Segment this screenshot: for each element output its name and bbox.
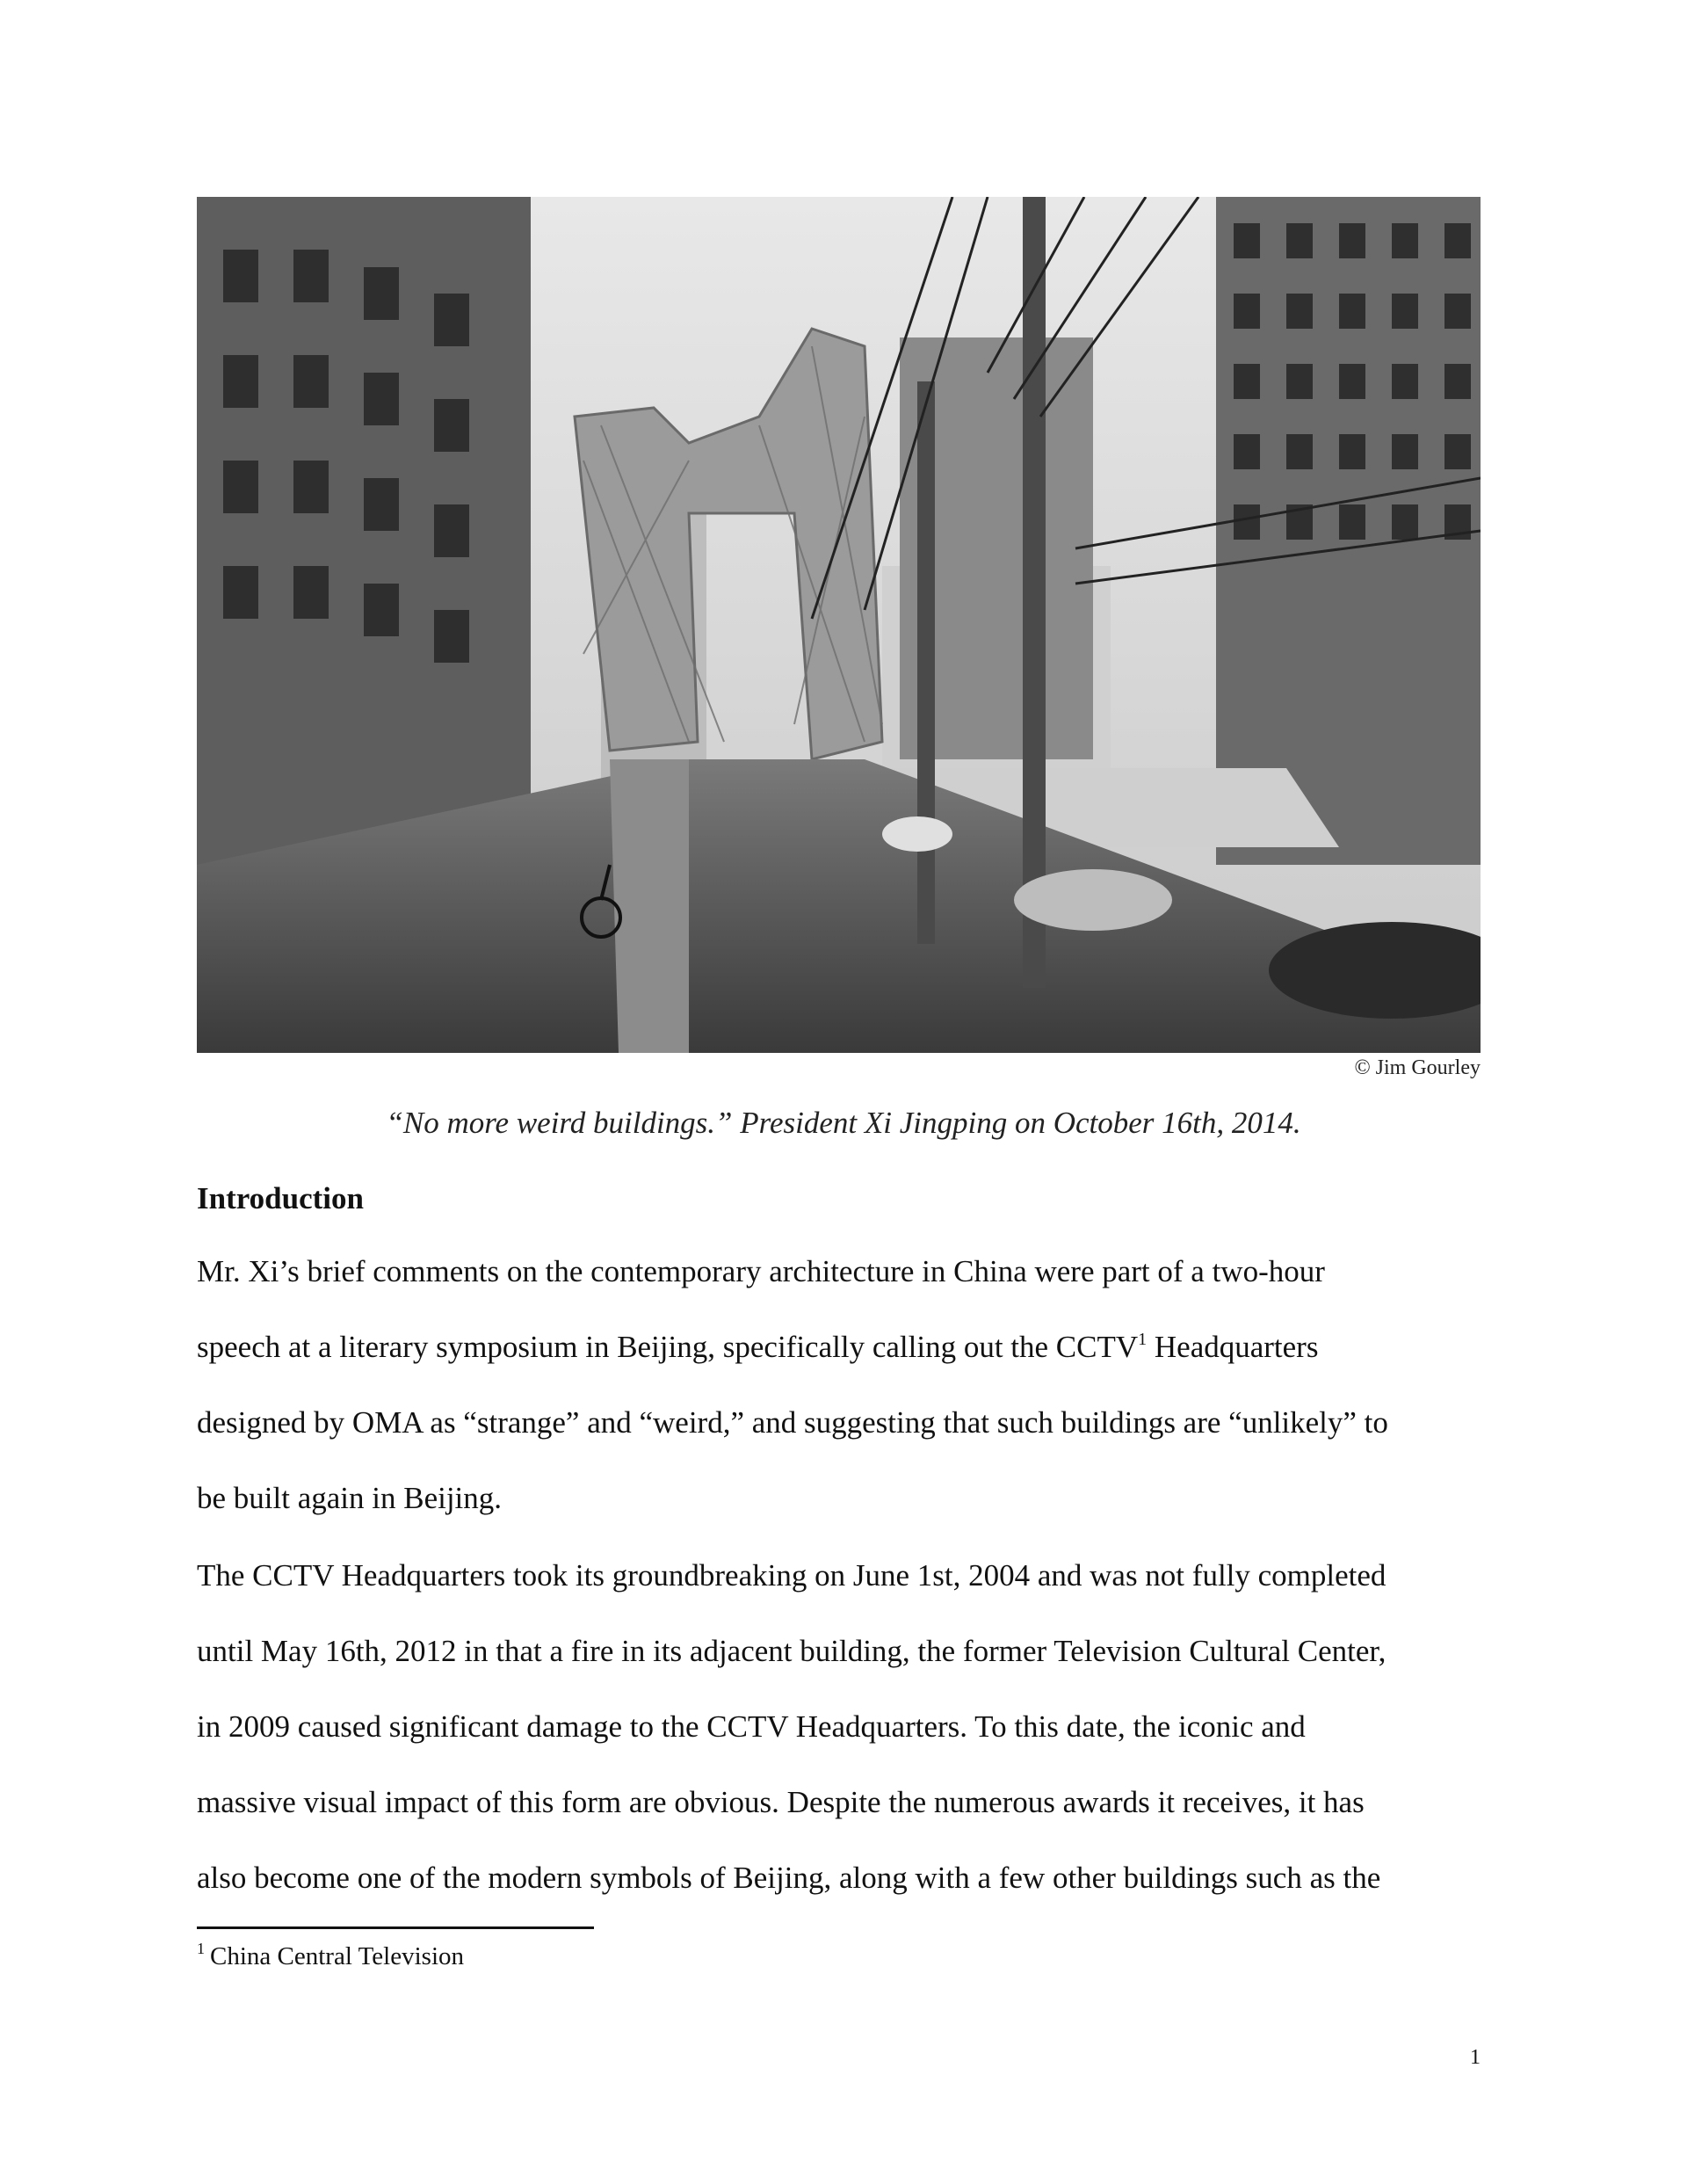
paragraph-2: [197, 1538, 1481, 1916]
photo-illustration: [197, 197, 1481, 1053]
paragraph-line: also become one of the modern symbols of Beijing, along with a few other buildings such as the: [197, 1861, 1381, 1895]
footnote-number: 1: [197, 1940, 205, 1957]
paragraph-line: massive visual impact of this form are obvious. Despite the numerous awards it receives, it has: [197, 1785, 1365, 1819]
page-number: 1: [1470, 2046, 1481, 2069]
paragraph-1: [197, 1234, 1481, 1536]
paragraph-line-text: Headquarters: [1147, 1330, 1319, 1364]
footnote-reference[interactable]: 1: [1138, 1330, 1148, 1349]
paragraph-line: until May 16th, 2012 in that a fire in its adjacent building, the former Television Cultural Center,: [197, 1634, 1387, 1668]
cctv-photo: [197, 197, 1481, 1053]
photo-credit: © Jim Gourley: [1354, 1056, 1481, 1079]
paragraph-line: in 2009 caused significant damage to the CCTV Headquarters. To this date, the iconic and: [197, 1709, 1306, 1744]
paragraph-line: The CCTV Headquarters took its groundbreaking on June 1st, 2004 and was not fully completed: [197, 1558, 1387, 1593]
epigraph-quote: “No more weird buildings.” President Xi Jingping on October 16th, 2014.: [386, 1106, 1301, 1140]
footnote-text: China Central Television: [210, 1942, 464, 1970]
paragraph-line: be built again in Beijing.: [197, 1481, 503, 1515]
paragraph-line: [197, 1310, 1481, 1385]
paragraph-line: Mr. Xi’s brief comments on the contemporary architecture in China were part of a two-hour: [197, 1254, 1325, 1288]
section-heading: Introduction: [197, 1181, 364, 1215]
paragraph-line-text: speech at a literary symposium in Beijing, specifically calling out the CCTV: [197, 1330, 1139, 1364]
footnote: [197, 1942, 464, 1971]
footnote-divider: [197, 1926, 594, 1929]
paragraph-line: designed by OMA as “strange” and “weird,” and suggesting that such buildings are “unlikely” to: [197, 1405, 1388, 1440]
